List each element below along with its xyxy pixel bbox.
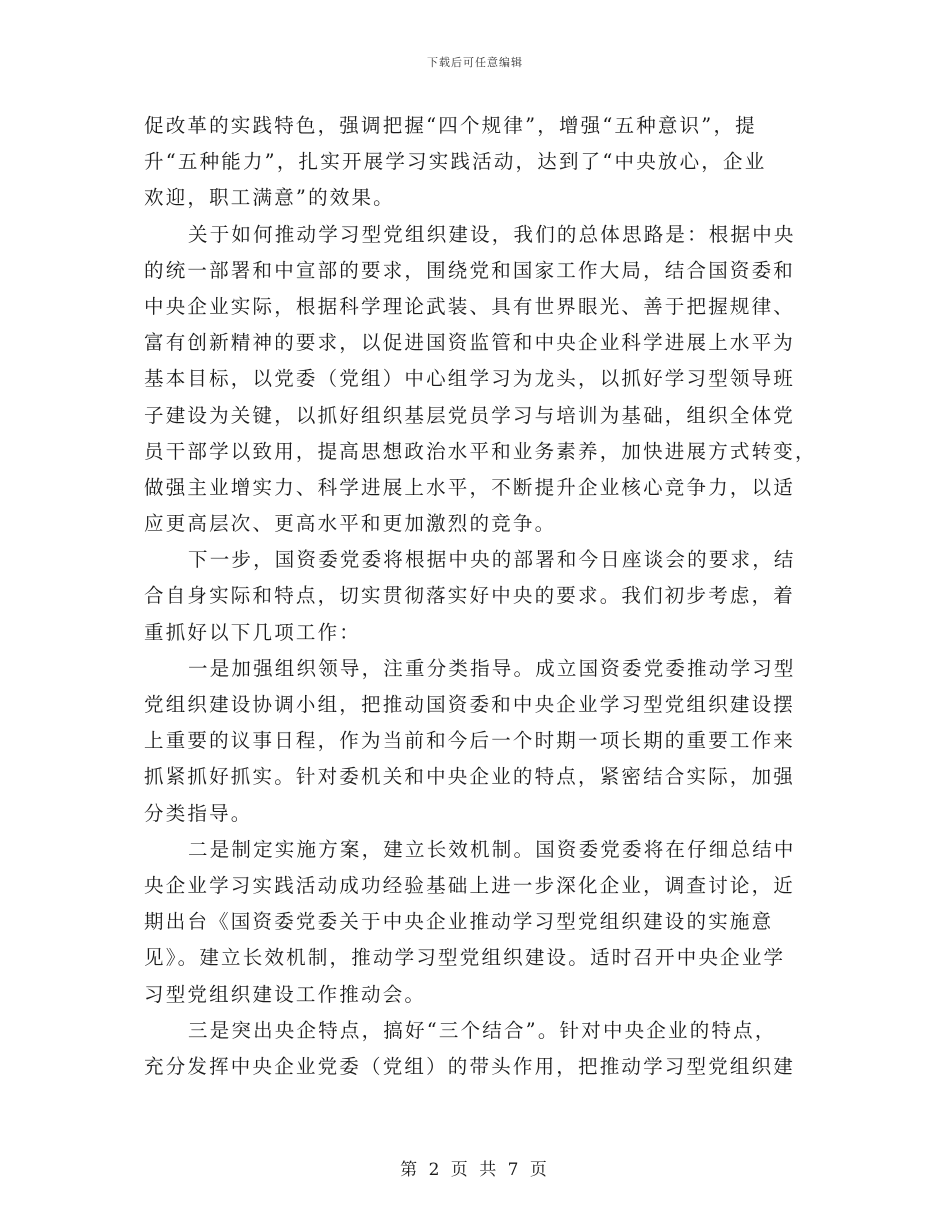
text-line: 欢迎，职工满意”的效果。: [144, 186, 395, 210]
text-line: 升“五种能力”，扎实开展学习实践活动，达到了“中央放心，企业: [144, 150, 767, 174]
text-line: 促改革的实践特色，强调把握“四个规律”，增强“五种意识”，提: [144, 114, 757, 137]
text-line: 央企业学习实践活动成功经验基础上进一步深化企业，调查讨论，近: [144, 873, 796, 897]
text-line: 习型党组织建设工作推动会。: [144, 982, 427, 1006]
text-line: 抓紧抓好抓实。针对委机关和中央企业的特点，紧密结合实际，加强: [144, 765, 796, 789]
paragraph-start-line: 下一步，国资委党委将根据中央的部署和今日座谈会的要求，结: [188, 548, 796, 572]
page-number-footer: 第 2 页 共 7 页: [400, 1160, 550, 1180]
text-line: 上重要的议事日程，作为当前和今后一个时期一项长期的重要工作来: [144, 729, 796, 753]
paragraph-start-line: 关于如何推动学习型党组织建设，我们的总体思路是：根据中央: [188, 222, 796, 246]
text-line: 充分发挥中央企业党委（党组）的带头作用，把推动学习型党组织建: [144, 1054, 796, 1078]
text-line: 应更高层次、更高水平和更加激烈的竞争。: [144, 512, 557, 536]
text-line: 的统一部署和中宣部的要求，围绕党和国家工作大局，结合国资委和: [144, 258, 796, 282]
text-line: 子建设为关键，以抓好组织基层党员学习与培训为基础，组织全体党: [144, 403, 796, 427]
text-line: 党组织建设协调小组，把推动国资委和中央企业学习型党组织建设摆: [144, 693, 796, 716]
text-line: 分类指导。: [144, 801, 253, 825]
header-note: 下载后可任意编辑: [427, 56, 523, 69]
text-line: 期出台《国资委党委关于中央企业推动学习型党组织建设的实施意: [144, 910, 774, 934]
paragraph-start-line: 一是加强组织领导，注重分类指导。成立国资委党委推动学习型: [188, 656, 796, 680]
body-text: [144, 108, 817, 1085]
text-line: 基本目标，以党委（党组）中心组学习为龙头，以抓好学习型领导班: [144, 367, 796, 391]
text-line: 见》。建立长效机制，推动学习型党组织建设。适时召开中央企业学: [144, 946, 786, 970]
paragraph-start-line: 三是突出央企特点，搞好“三个结合”。针对中央企业的特点，: [188, 1018, 777, 1042]
text-line: 富有创新精神的要求，以促进国资监管和中央企业科学进展上水平为: [144, 331, 796, 355]
text-line: 员干部学以致用，提高思想政治水平和业务素养，加快进展方式转变，: [144, 439, 817, 463]
text-line: 合自身实际和特点，切实贯彻落实好中央的要求。我们初步考虑，着: [144, 584, 796, 608]
text-line: 中央企业实际，根据科学理论武装、具有世界眼光、善于把握规律、: [144, 294, 796, 318]
text-line: 做强主业增实力、科学进展上水平，不断提升企业核心竞争力，以适: [144, 475, 796, 499]
text-line: 重抓好以下几项工作：: [144, 620, 362, 644]
paragraph-start-line: 二是制定实施方案，建立长效机制。国资委党委将在仔细总结中: [188, 837, 796, 861]
